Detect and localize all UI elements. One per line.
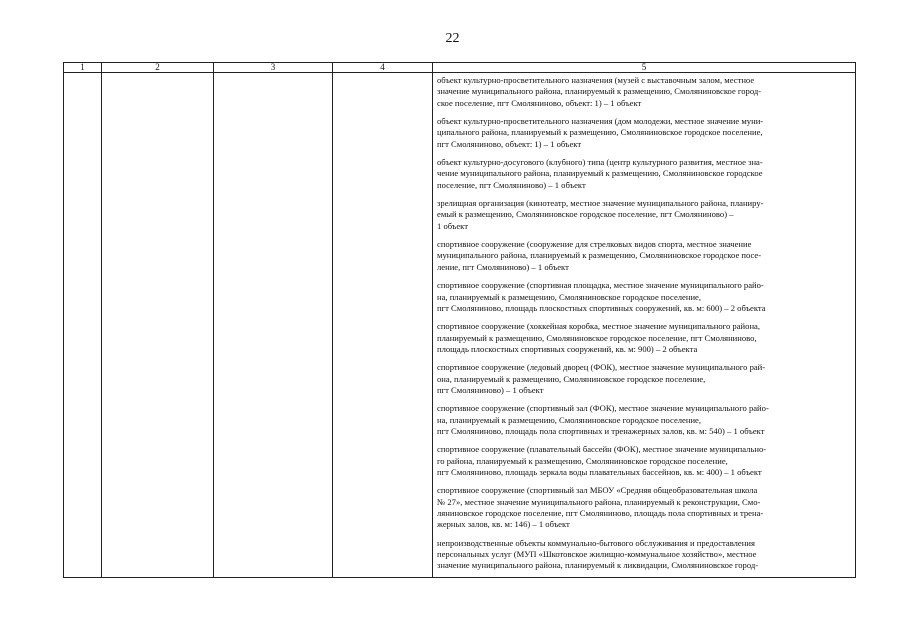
entry-line: зрелищная организация (кинотеатр, местное значение муниципального района, планиру- bbox=[437, 198, 764, 209]
facility-entry bbox=[437, 75, 851, 109]
entry-line: ление, пгт Смоляниново) – 1 объект bbox=[437, 261, 569, 272]
entry-line: спортивное сооружение (спортивный зал (ФОК), местное значение муниципального райо- bbox=[437, 403, 769, 414]
cell-col-1 bbox=[64, 73, 102, 578]
entry-line: персональных услуг (МУП «Шкотовское жилищно-коммунальное хозяйство», местное bbox=[437, 549, 757, 560]
entry-line: поселение, пгт Смоляниново) – 1 объект bbox=[437, 179, 586, 190]
entry-line: непроизводственные объекты коммунально-бытового обслуживания и предоставления bbox=[437, 537, 755, 548]
facility-entry bbox=[437, 116, 851, 150]
entry-line: площадь плоскостных спортивных сооружений, кв. м: 900) – 2 объекта bbox=[437, 343, 698, 354]
entry-line: спортивное сооружение (хоккейная коробка, местное значение муниципального района, bbox=[437, 321, 761, 332]
entry-line: на, планируемый к размещению, Смоляниновское городское поселение, bbox=[437, 291, 702, 302]
entry-line: пгт Смоляниново, площадь пола спортивных и тренажерных залов, кв. м: 540) – 1 объект bbox=[437, 425, 765, 436]
header-col-4: 4 bbox=[333, 63, 433, 73]
entry-line: на, планируемый к размещению, Смоляниновское городское поселение, bbox=[437, 414, 702, 425]
entry-line: объект культурно-просветительного назначения (дом молодежи, местное значение муни- bbox=[437, 116, 764, 127]
facility-entry bbox=[437, 485, 851, 530]
facility-entry bbox=[437, 157, 851, 191]
facility-entry bbox=[437, 538, 851, 572]
entry-line: муниципального района, планируемый к размещению, Смоляниновское городское посе- bbox=[437, 250, 762, 261]
entry-line: го района, планируемый к размещению, Смоляниновское городское поселение, bbox=[437, 455, 728, 466]
entry-line: пгт Смоляниново, площадь зеркала воды плавательных бассейнов, кв. м: 400) – 1 объект bbox=[437, 466, 762, 477]
entry-line: пгт Смоляниново, площадь плоскостных спортивных сооружений, кв. м: 600) – 2 объекта bbox=[437, 302, 766, 313]
entry-line: ляниновское городское поселение, пгт Смоляниново, площадь пола спортивных и трена- bbox=[437, 508, 764, 518]
entry-line: ципального района, планируемый к размещению, Смоляниновское городское поселение, bbox=[437, 127, 763, 138]
entry-line: чение муниципального района, планируемый к размещению, Смоляниновское городское bbox=[437, 168, 763, 179]
entry-line: жерных залов, кв. м: 146) – 1 объект bbox=[437, 519, 570, 530]
facility-entry bbox=[437, 280, 851, 314]
facility-entry bbox=[437, 239, 851, 273]
entry-line: 1 объект bbox=[437, 220, 468, 231]
cell-col-2 bbox=[102, 73, 214, 578]
facility-entry bbox=[437, 198, 851, 232]
entry-line: спортивное сооружение (ледовый дворец (ФОК), местное значение муниципального рай- bbox=[437, 362, 766, 373]
facility-entries bbox=[433, 73, 855, 572]
entry-line: значение муниципального района, планируемый к размещению, Смоляниновское город- bbox=[437, 86, 762, 97]
header-col-5: 5 bbox=[433, 63, 856, 73]
header-col-3: 3 bbox=[214, 63, 333, 73]
entry-line: спортивное сооружение (спортивная площадка, местное значение муниципального райо- bbox=[437, 280, 764, 291]
facility-entry bbox=[437, 321, 851, 355]
entry-line: ское поселение, пгт Смоляниново, объект: 1) – 1 объект bbox=[437, 97, 642, 108]
entry-line: спортивное сооружение (сооружение для стрелковых видов спорта, местное значение bbox=[437, 239, 752, 250]
facility-entry bbox=[437, 444, 851, 478]
cell-col-3 bbox=[214, 73, 333, 578]
entry-line: она, планируемый к размещению, Смоляниновское городское поселение, bbox=[437, 373, 706, 384]
page-number: 22 bbox=[445, 31, 460, 46]
entry-line: емый к размещению, Смоляниновское городское поселение, пгт Смоляниново) – bbox=[437, 209, 734, 220]
entry-line: пгт Смоляниново, объект: 1) – 1 объект bbox=[437, 138, 582, 149]
entry-line: спортивное сооружение (спортивный зал МБОУ «Средняя общеобразовательная школа bbox=[437, 485, 758, 496]
header-row bbox=[64, 63, 856, 73]
table-row bbox=[64, 73, 856, 578]
entry-line: объект культурно-просветительного назначения (музей с выставочным залом, местное bbox=[437, 75, 755, 85]
facility-entry bbox=[437, 362, 851, 396]
facility-entry bbox=[437, 403, 851, 437]
entry-line: значение муниципального района, планируемый к ликвидации, Смоляниновское город- bbox=[437, 560, 759, 571]
header-col-1: 1 bbox=[64, 63, 102, 73]
cell-col-5 bbox=[433, 73, 856, 578]
entry-line: № 27», местное значение муниципального района, планируемый к реконструкции, Смо- bbox=[437, 496, 761, 507]
entry-line: пгт Смоляниново) – 1 объект bbox=[437, 384, 544, 395]
cell-col-4 bbox=[333, 73, 433, 578]
entry-line: объект культурно-досугового (клубного) типа (центр культурного развития, местное зна- bbox=[437, 157, 763, 168]
header-col-2: 2 bbox=[102, 63, 214, 73]
document-table bbox=[63, 62, 856, 578]
entry-line: планируемый к размещению, Смоляниновское городское поселение, пгт Смоляниново, bbox=[437, 332, 757, 343]
entry-line: спортивное сооружение (плавательный бассейн (ФОК), местное значение муниципально- bbox=[437, 444, 767, 455]
